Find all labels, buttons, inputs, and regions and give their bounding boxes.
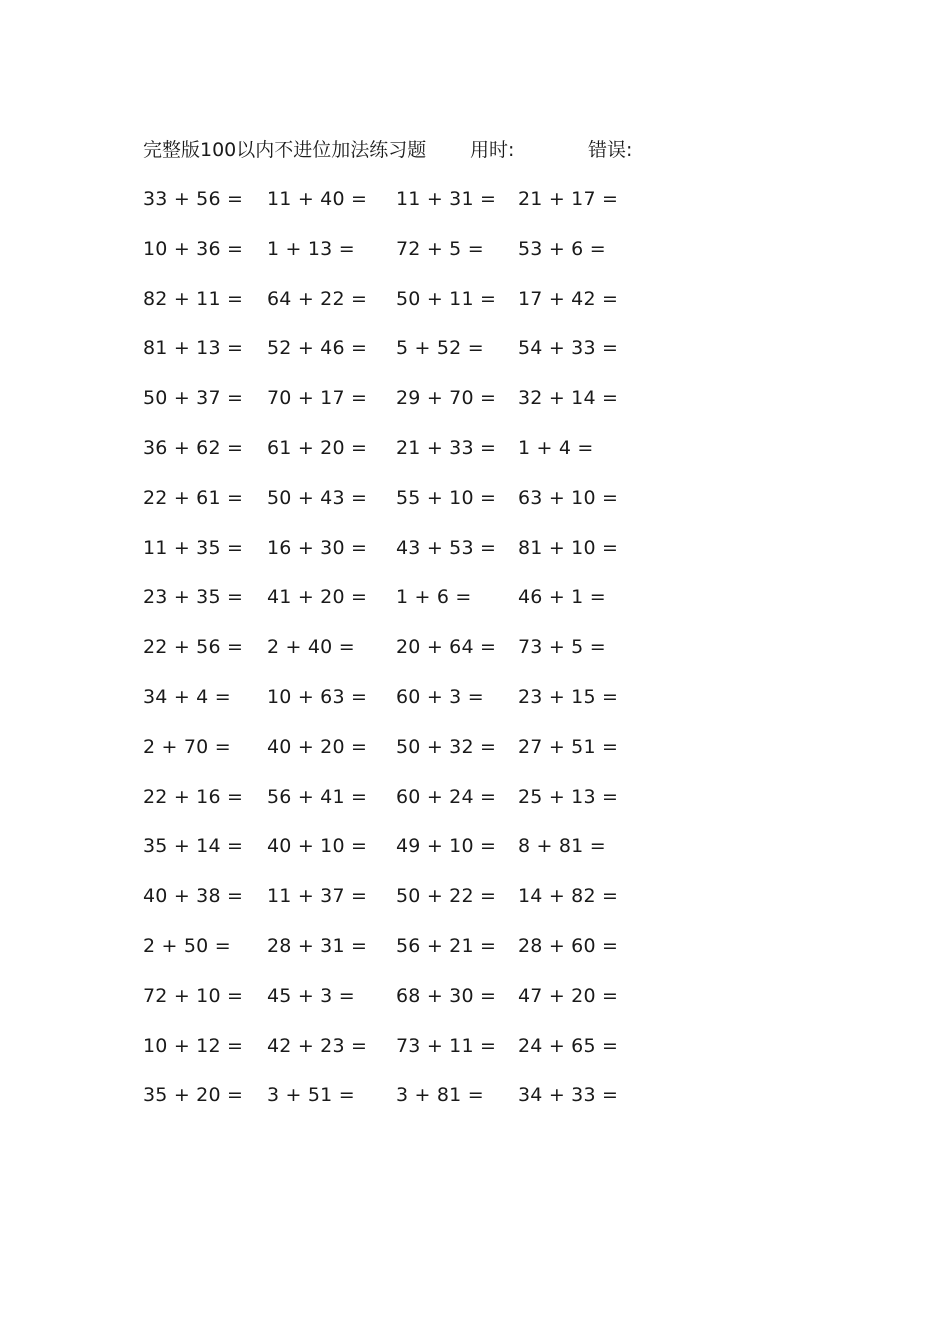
addition-problem: 50 + 11 = <box>396 287 497 310</box>
problem-row <box>0 932 950 982</box>
problem-row <box>0 185 950 235</box>
addition-problem: 46 + 1 = <box>518 586 606 609</box>
problem-row <box>0 484 950 534</box>
addition-problem: 34 + 4 = <box>143 685 231 708</box>
problem-grid <box>0 185 950 1131</box>
problem-row <box>0 583 950 633</box>
addition-problem: 36 + 62 = <box>143 436 244 459</box>
addition-problem: 61 + 20 = <box>267 436 368 459</box>
addition-problem: 28 + 60 = <box>518 934 619 957</box>
addition-problem: 23 + 35 = <box>143 586 244 609</box>
problem-row <box>0 683 950 733</box>
addition-problem: 23 + 15 = <box>518 685 619 708</box>
addition-problem: 21 + 33 = <box>396 436 497 459</box>
addition-problem: 27 + 51 = <box>518 735 619 758</box>
addition-problem: 11 + 37 = <box>267 885 368 908</box>
addition-problem: 24 + 65 = <box>518 1034 619 1057</box>
problem-row <box>0 633 950 683</box>
addition-problem: 35 + 20 = <box>143 1084 244 1107</box>
addition-problem: 45 + 3 = <box>267 984 355 1007</box>
addition-problem: 1 + 6 = <box>396 586 472 609</box>
addition-problem: 40 + 20 = <box>267 735 368 758</box>
addition-problem: 10 + 12 = <box>143 1034 244 1057</box>
addition-problem: 1 + 13 = <box>267 237 355 260</box>
addition-problem: 14 + 82 = <box>518 885 619 908</box>
addition-problem: 49 + 10 = <box>396 835 497 858</box>
addition-problem: 81 + 13 = <box>143 337 244 360</box>
problem-row <box>0 434 950 484</box>
addition-problem: 56 + 21 = <box>396 934 497 957</box>
addition-problem: 22 + 56 = <box>143 636 244 659</box>
problem-row <box>0 334 950 384</box>
addition-problem: 73 + 11 = <box>396 1034 497 1057</box>
addition-problem: 3 + 51 = <box>267 1084 355 1107</box>
worksheet-title: 完整版100以内不进位加法练习题 <box>143 139 427 161</box>
addition-problem: 47 + 20 = <box>518 984 619 1007</box>
problem-row <box>0 1032 950 1082</box>
addition-problem: 29 + 70 = <box>396 387 497 410</box>
addition-problem: 50 + 32 = <box>396 735 497 758</box>
worksheet-header <box>143 137 743 163</box>
addition-problem: 16 + 30 = <box>267 536 368 559</box>
problem-row <box>0 285 950 335</box>
addition-problem: 28 + 31 = <box>267 934 368 957</box>
addition-problem: 53 + 6 = <box>518 237 606 260</box>
problem-row <box>0 1081 950 1131</box>
addition-problem: 72 + 5 = <box>396 237 484 260</box>
addition-problem: 63 + 10 = <box>518 486 619 509</box>
addition-problem: 70 + 17 = <box>267 387 368 410</box>
addition-problem: 11 + 31 = <box>396 188 497 210</box>
addition-problem: 10 + 36 = <box>143 237 244 260</box>
addition-problem: 22 + 16 = <box>143 785 244 808</box>
problem-row <box>0 882 950 932</box>
addition-problem: 2 + 70 = <box>143 735 231 758</box>
addition-problem: 20 + 64 = <box>396 636 497 659</box>
addition-problem: 43 + 53 = <box>396 536 497 559</box>
addition-problem: 50 + 37 = <box>143 387 244 410</box>
addition-problem: 41 + 20 = <box>267 586 368 609</box>
problem-row <box>0 534 950 584</box>
addition-problem: 34 + 33 = <box>518 1084 619 1107</box>
addition-problem: 25 + 13 = <box>518 785 619 808</box>
addition-problem: 64 + 22 = <box>267 287 368 310</box>
problem-row <box>0 384 950 434</box>
addition-problem: 40 + 38 = <box>143 885 244 908</box>
addition-problem: 60 + 24 = <box>396 785 497 808</box>
problem-row <box>0 783 950 833</box>
addition-problem: 50 + 43 = <box>267 486 368 509</box>
addition-problem: 35 + 14 = <box>143 835 244 858</box>
addition-problem: 33 + 56 = <box>143 188 244 210</box>
problem-row <box>0 733 950 783</box>
addition-problem: 42 + 23 = <box>267 1034 368 1057</box>
addition-problem: 22 + 61 = <box>143 486 244 509</box>
problem-row <box>0 235 950 285</box>
addition-problem: 2 + 50 = <box>143 934 231 957</box>
addition-problem: 8 + 81 = <box>518 835 606 858</box>
addition-problem: 54 + 33 = <box>518 337 619 360</box>
time-label: 用时: <box>470 139 515 161</box>
addition-problem: 5 + 52 = <box>396 337 484 360</box>
addition-problem: 11 + 40 = <box>267 188 368 210</box>
addition-problem: 50 + 22 = <box>396 885 497 908</box>
addition-problem: 21 + 17 = <box>518 188 619 210</box>
problem-row <box>0 832 950 882</box>
addition-problem: 3 + 81 = <box>396 1084 484 1107</box>
addition-problem: 2 + 40 = <box>267 636 355 659</box>
addition-problem: 10 + 63 = <box>267 685 368 708</box>
addition-problem: 17 + 42 = <box>518 287 619 310</box>
errors-label: 错误: <box>588 139 633 161</box>
addition-problem: 1 + 4 = <box>518 436 594 459</box>
addition-problem: 40 + 10 = <box>267 835 368 858</box>
addition-problem: 60 + 3 = <box>396 685 484 708</box>
addition-problem: 52 + 46 = <box>267 337 368 360</box>
addition-problem: 68 + 30 = <box>396 984 497 1007</box>
addition-problem: 56 + 41 = <box>267 785 368 808</box>
addition-problem: 72 + 10 = <box>143 984 244 1007</box>
addition-problem: 81 + 10 = <box>518 536 619 559</box>
addition-problem: 11 + 35 = <box>143 536 244 559</box>
addition-problem: 32 + 14 = <box>518 387 619 410</box>
problem-row <box>0 982 950 1032</box>
addition-problem: 82 + 11 = <box>143 287 244 310</box>
addition-problem: 73 + 5 = <box>518 636 606 659</box>
addition-problem: 55 + 10 = <box>396 486 497 509</box>
